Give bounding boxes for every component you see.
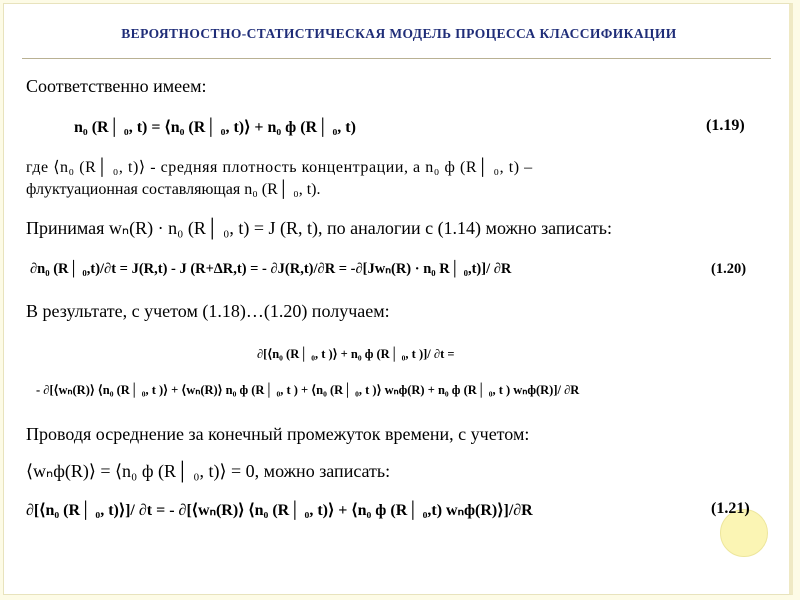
equation-1-19: n₀ (R│ ₀, t) = ⟨n₀ (R│ ₀, t)⟩ + n₀ ф (R│ ₀, t) [74, 119, 356, 136]
equation-number-1-21: (1.21) [711, 500, 750, 517]
text-line-where: где ⟨n₀ (R│ ₀, t)⟩ - средняя плотность концентрации, а n₀ ф (R│ ₀, t) – [26, 159, 533, 176]
text-line-intro: Соответственно имеем: [26, 76, 207, 96]
text-line-fluctuation: флуктуационная составляющая n₀ (R│ ₀, t). [26, 181, 321, 198]
text-line-averaging: Проводя осреднение за конечный промежуток времени, с учетом: [26, 424, 530, 444]
slide-title: ВЕРОЯТНОСТНО-СТАТИСТИЧЕСКАЯ МОДЕЛЬ ПРОЦЕССА КЛАССИФИКАЦИИ [121, 26, 677, 41]
title-divider [22, 58, 771, 59]
text-line-result: В результате, с учетом (1.18)…(1.20) получаем: [26, 301, 390, 321]
equation-1-20: ∂n₀ (R│ ₀,t)/∂t = J(R,t) - J (R+∆R,t) = - ∂J(R,t)/∂R = -∂[Jwₙ(R) · n₀ R│ ₀,t)]/ ∂R [30, 261, 512, 277]
equation-number-1-19: (1.19) [706, 117, 745, 134]
equation-number-1-20: (1.20) [711, 261, 747, 277]
slide [3, 3, 793, 595]
equation-derivative-rhs: - ∂[⟨wₙ(R)⟩ ⟨n₀ (R│ ₀, t )⟩ + ⟨wₙ(R)⟩ n₀ ф (R│ ₀, t ) + ⟨n₀ (R│ ₀, t )⟩ wₙф(R) + n₀ ф (R│ ₀, t ) wₙф(R)]/ ∂R [36, 383, 580, 397]
text-line-assuming: Принимая wₙ(R) · n₀ (R│ ₀, t) = J (R, t), по аналогии с (1.14) можно записать: [26, 218, 613, 238]
equation-derivative-lhs: ∂[⟨n₀ (R│ ₀, t )⟩ + n₀ ф (R│ ₀, t )]/ ∂t = [257, 347, 455, 361]
equation-1-21: ∂[⟨n₀ (R│ ₀, t)⟩]/ ∂t = - ∂[⟨wₙ(R)⟩ ⟨n₀ (R│ ₀, t)⟩ + ⟨n₀ ф (R│ ₀,t) wₙф(R)⟩]/∂R [26, 502, 533, 519]
text-line-condition: ⟨wₙф(R)⟩ = ⟨n₀ ф (R│ ₀, t)⟩ = 0, можно записать: [26, 461, 391, 481]
